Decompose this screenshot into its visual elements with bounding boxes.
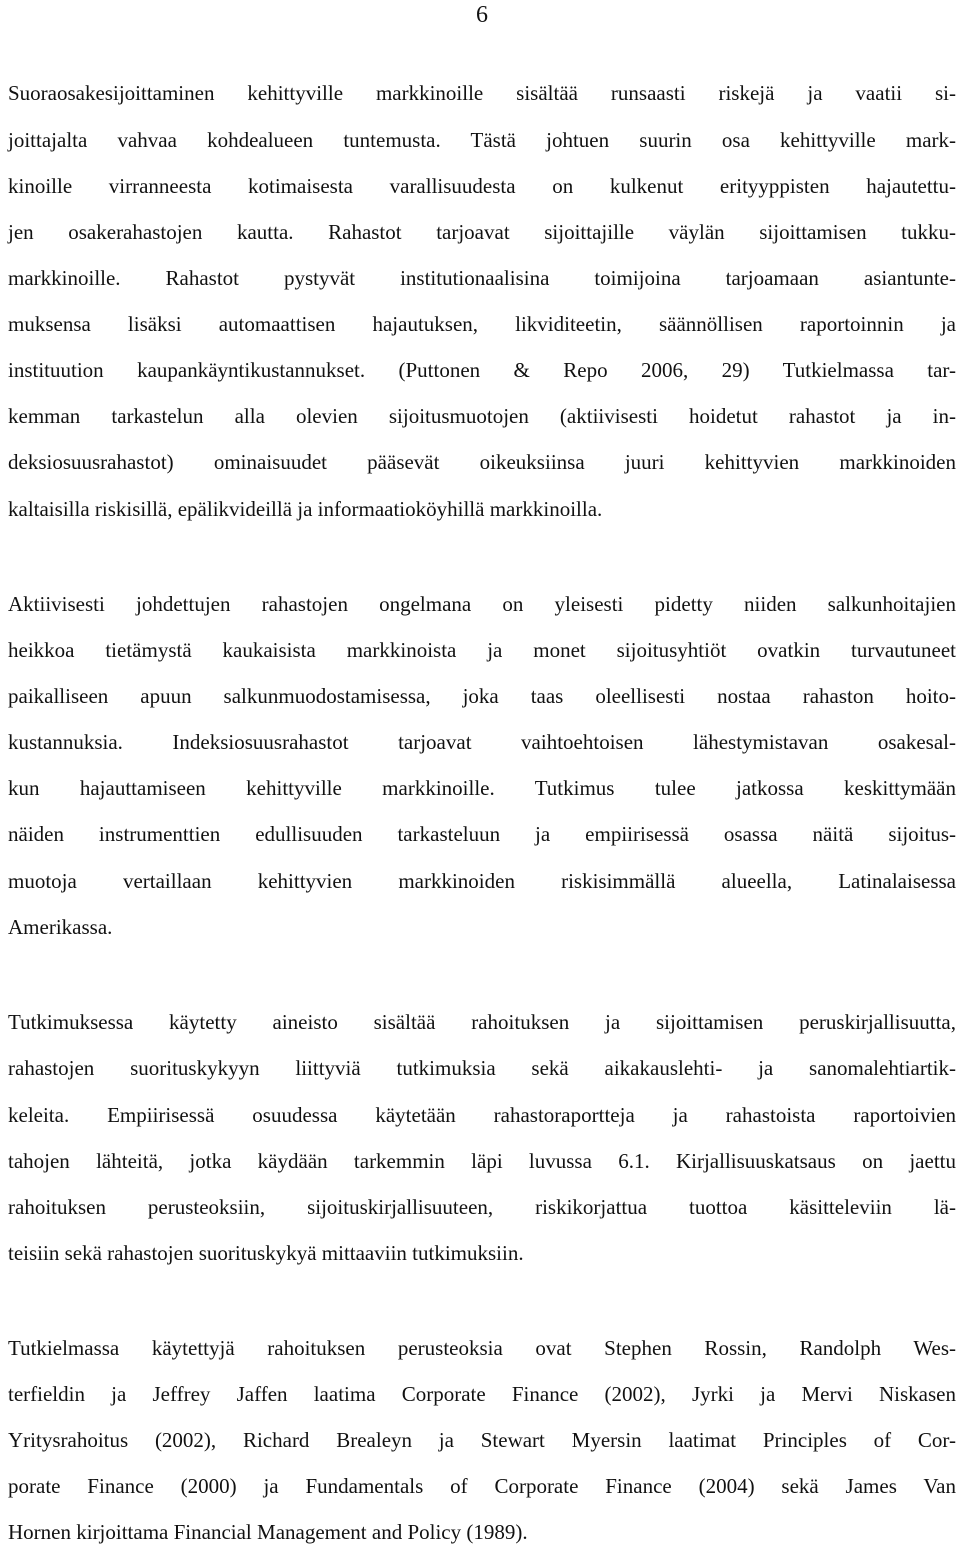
text-line: Amerikassa. (8, 915, 113, 939)
text-line: Suoraosakesijoittaminen kehittyville markkinoille sisältää runsaasti riskejä ja vaatii si- (8, 81, 956, 105)
text-line: kemman tarkastelun alla olevien sijoitusmuotojen (aktiivisesti hoidetut rahastot ja in- (8, 404, 956, 428)
text-line: kustannuksia. Indeksiosuusrahastot tarjoavat vaihtoehtoisen lähestymistavan osakesal- (8, 730, 956, 754)
text-line: kinoille virranneesta kotimaisesta varallisuudesta on kulkenut erityyppisten hajautettu- (8, 174, 956, 198)
page-number: 6 (476, 2, 488, 28)
text-line: muksensa lisäksi automaattisen hajautuksen, likviditeetin, säännöllisen raportoinnin ja (8, 312, 956, 336)
text-line: Tutkielmassa käytettyjä rahoituksen perusteoksia ovat Stephen Rossin, Randolph Wes- (8, 1336, 956, 1360)
text-line: Hornen kirjoittama Financial Management and Policy (1989). (8, 1520, 528, 1544)
text-line: keleita. Empiirisessä osuudessa käytetään rahastoraportteja ja rahastoista raportoivien (8, 1103, 956, 1127)
text-line: rahastojen suorituskykyyn liittyviä tutkimuksia sekä aikakauslehti- ja sanomalehtiartik- (8, 1056, 956, 1080)
text-line: tahojen lähteitä, jotka käydään tarkemmin läpi luvussa 6.1. Kirjallisuuskatsaus on jaettu (8, 1149, 956, 1173)
text-line: jen osakerahastojen kautta. Rahastot tarjoavat sijoittajille väylän sijoittamisen tukku- (8, 220, 956, 244)
text-line: teisiin sekä rahastojen suorituskykyä mittaaviin tutkimuksiin. (8, 1241, 524, 1265)
text-line: Yritysrahoitus (2002), Richard Brealeyn ja Stewart Myersin laatimat Principles of Cor- (8, 1428, 956, 1452)
text-line: näiden instrumenttien edullisuuden tarkasteluun ja empiirisessä osassa näitä sijoitus- (8, 822, 956, 846)
text-line: Aktiivisesti johdettujen rahastojen ongelmana on yleisesti pidetty niiden salkunhoitajien (8, 592, 956, 616)
text-line: rahoituksen perusteoksiin, sijoituskirjallisuuteen, riskikorjattua tuottoa käsitteleviin lä- (8, 1195, 956, 1219)
text-line: kun hajauttamiseen kehittyville markkinoille. Tutkimus tulee jatkossa keskittymään (8, 776, 956, 800)
text-line: terfieldin ja Jeffrey Jaffen laatima Corporate Finance (2002), Jyrki ja Mervi Niskasen (8, 1382, 956, 1406)
text-line: kaltaisilla riskisillä, epälikvideillä ja informaatioköyhillä markkinoilla. (8, 497, 603, 521)
text-line: porate Finance (2000) ja Fundamentals of Corporate Finance (2004) sekä James Van (8, 1474, 956, 1498)
text-line: markkinoille. Rahastot pystyvät institutionaalisina toimijoina tarjoamaan asiantunte- (8, 266, 956, 290)
text-line: instituution kaupankäyntikustannukset. (Puttonen & Repo 2006, 29) Tutkielmassa tar- (8, 358, 956, 382)
text-line: paikalliseen apuun salkunmuodostamisessa, joka taas oleellisesti nostaa rahaston hoito- (8, 684, 956, 708)
text-line: Tutkimuksessa käytetty aineisto sisältää rahoituksen ja sijoittamisen peruskirjallisuutta, (8, 1010, 956, 1034)
text-line: deksiosuusrahastot) ominaisuudet pääsevät oikeuksiinsa juuri kehittyvien markkinoiden (8, 450, 956, 474)
text-line: heikkoa tietämystä kaukaisista markkinoista ja monet sijoitusyhtiöt ovatkin turvautuneet (8, 638, 956, 662)
text-line: joittajalta vahvaa kohdealueen tuntemusta. Tästä johtuen suurin osa kehittyville mark- (8, 128, 956, 152)
text-line: muotoja vertaillaan kehittyvien markkinoiden riskisimmällä alueella, Latinalaisessa (8, 869, 956, 893)
